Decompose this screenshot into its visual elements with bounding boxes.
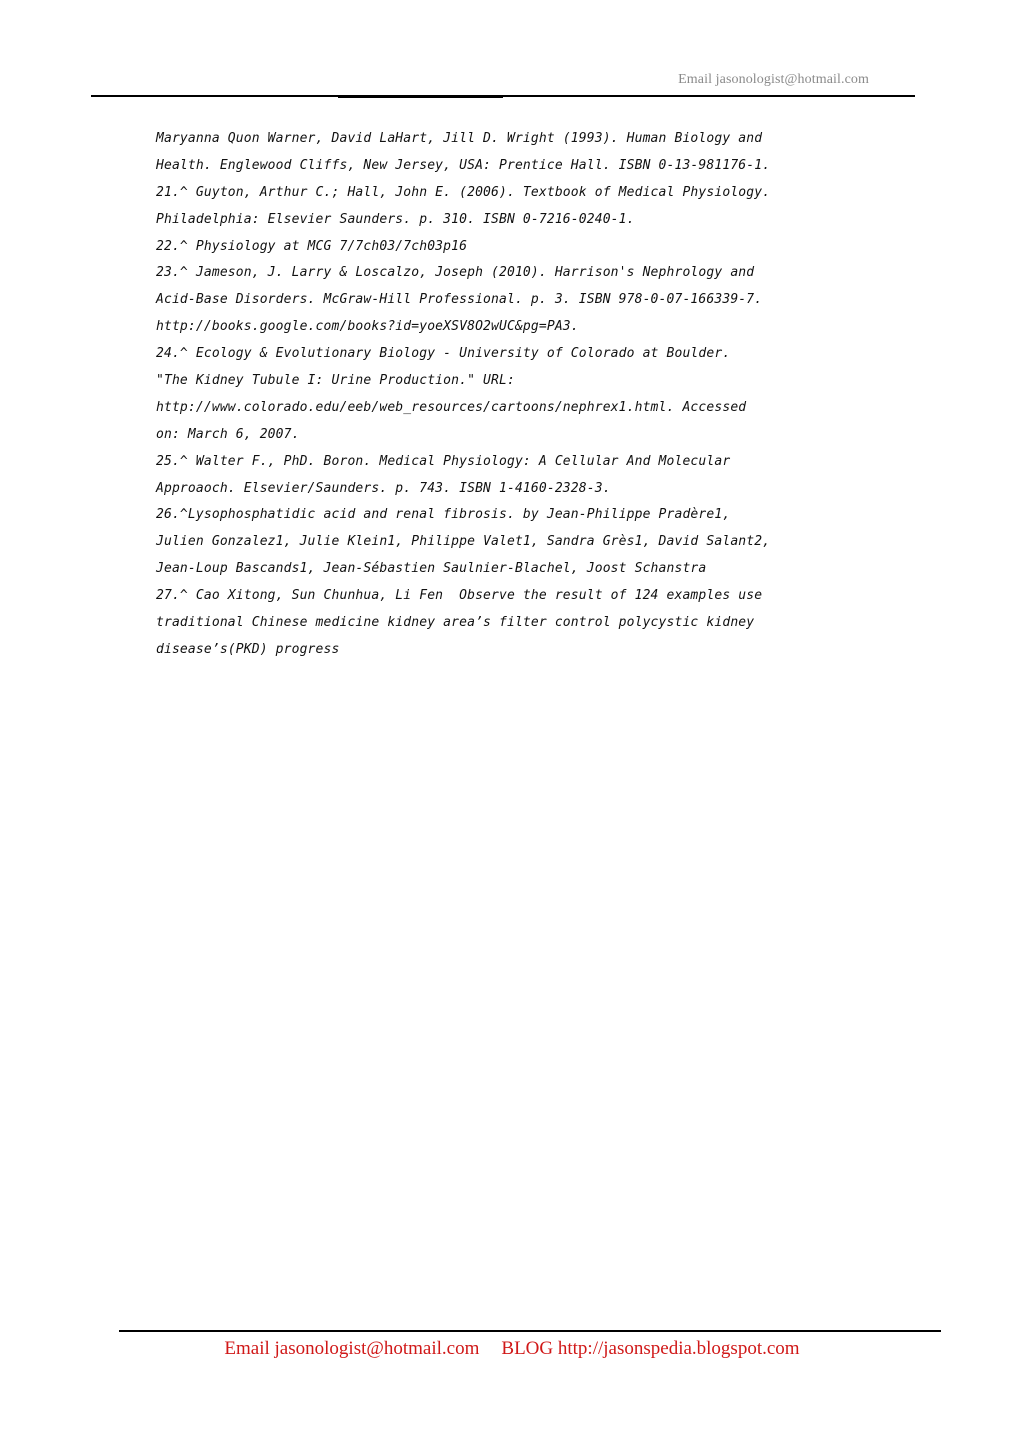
reference-line: Philadelphia: Elsevier Saunders. p. 310. ISBN 0-7216-0240-1. bbox=[156, 211, 635, 227]
header-rule-accent bbox=[338, 95, 503, 98]
reference-link[interactable]: http://books.google.com/books?id=yoeXSV8O2wUC&pg=PA3. bbox=[156, 319, 579, 335]
footer-email[interactable]: Email jasonologist@hotmail.com bbox=[224, 1338, 480, 1359]
reference-line: 21.^ Guyton, Arthur C.; Hall, John E. (2006). Textbook of Medical Physiology. bbox=[156, 184, 771, 200]
header-rule bbox=[91, 95, 915, 97]
footer-blog-link[interactable]: BLOG http://jasonspedia.blogspot.com bbox=[501, 1338, 800, 1359]
reference-line: Julien Gonzalez1, Julie Klein1, Philippe Valet1, Sandra Grès1, David Salant2, bbox=[156, 534, 771, 550]
reference-line: traditional Chinese medicine kidney area’s filter control polycystic kidney bbox=[156, 615, 755, 631]
reference-line: 25.^ Walter F., PhD. Boron. Medical Physiology: A Cellular And Molecular bbox=[156, 453, 731, 469]
footer-text bbox=[0, 1338, 1024, 1360]
reference-link[interactable]: http://www.colorado.edu/eeb/web_resources/cartoons/nephrex1.html. Accessed bbox=[156, 399, 747, 415]
reference-line: Jean-Loup Bascands1, Jean-Sébastien Saulnier-Blachel, Joost Schanstra bbox=[156, 561, 707, 577]
reference-line: Approaoch. Elsevier/Saunders. p. 743. ISBN 1-4160-2328-3. bbox=[156, 480, 611, 496]
reference-line: 22.^ Physiology at MCG 7/7ch03/7ch03p16 bbox=[156, 238, 468, 254]
reference-line: 24.^ Ecology & Evolutionary Biology - University of Colorado at Boulder. bbox=[156, 346, 731, 362]
reference-list bbox=[156, 126, 886, 664]
reference-line: Maryanna Quon Warner, David LaHart, Jill D. Wright (1993). Human Biology and bbox=[156, 131, 763, 146]
reference-line: Acid-Base Disorders. McGraw-Hill Professional. p. 3. ISBN 978-0-07-166339-7. bbox=[156, 292, 763, 308]
reference-line: "The Kidney Tubule I: Urine Production." URL: bbox=[156, 373, 515, 389]
footer-rule bbox=[119, 1330, 941, 1332]
reference-line: 27.^ Cao Xitong, Sun Chunhua, Li Fen Observe the result of 124 examples use bbox=[156, 588, 763, 604]
reference-line: on: March 6, 2007. bbox=[156, 426, 300, 442]
header-email: Email jasonologist@hotmail.com bbox=[678, 72, 869, 87]
reference-line: 26.^Lysophosphatidic acid and renal fibrosis. by Jean-Philippe Pradère1, bbox=[156, 507, 731, 523]
reference-line: Health. Englewood Cliffs, New Jersey, USA: Prentice Hall. ISBN 0-13-981176-1. bbox=[156, 157, 771, 173]
reference-line: 23.^ Jameson, J. Larry & Loscalzo, Joseph (2010). Harrison's Nephrology and bbox=[156, 265, 755, 281]
reference-line: disease’s(PKD) progress bbox=[156, 641, 340, 657]
